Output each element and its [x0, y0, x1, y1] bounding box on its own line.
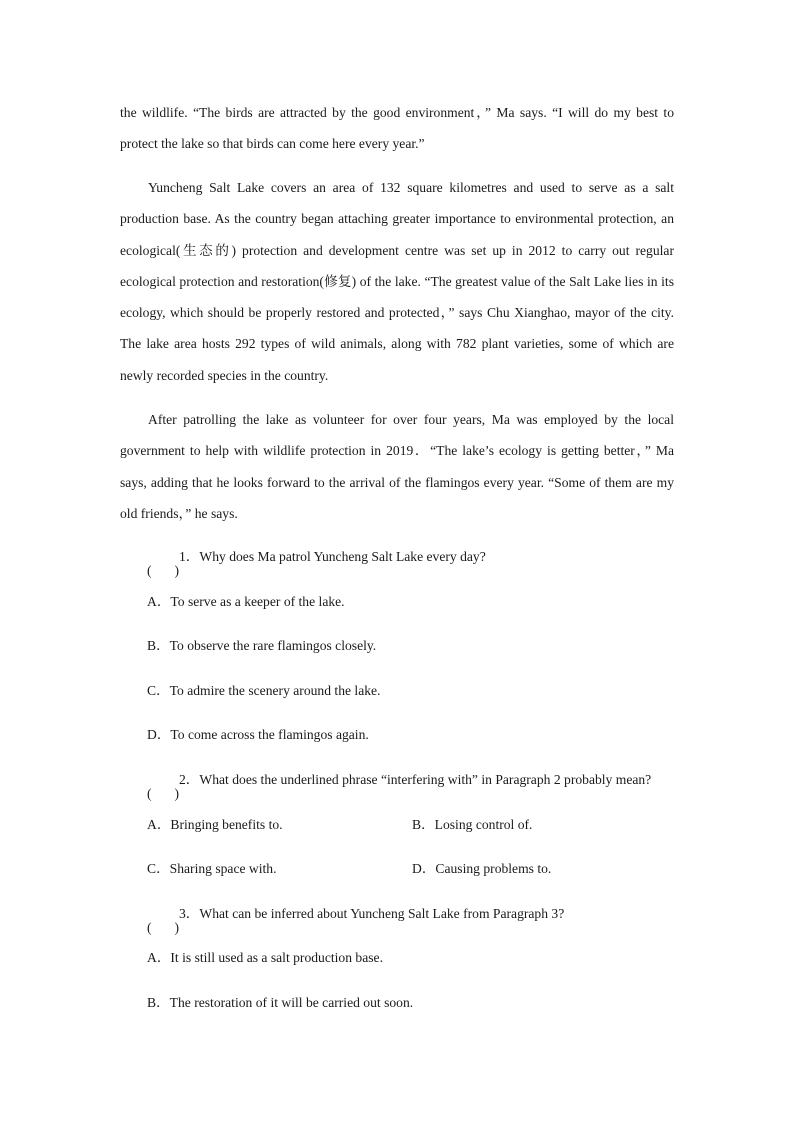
- passage-paragraph-continued: the wildlife. “The birds are attracted by the good environment，” Ma says. “I will do my best to protect the lake so that birds can come here every year.”: [120, 105, 674, 152]
- option-1d: D．To come across the flamingos again.: [147, 727, 369, 742]
- question-2: [147, 770, 651, 790]
- option-2a: A．Bringing benefits to.: [147, 817, 283, 832]
- option-2c: C．Sharing space with.: [147, 861, 277, 876]
- passage-paragraph-volunteer: After patrolling the lake as volunteer for over four years, Ma was employed by the local government to help with wildlife protection in 2019．“The lake’s ecology is getting better，” Ma says, adding that he looks forward to the arrival of the flamingos every year. “Some of them are my old friends，” he says.: [120, 412, 674, 521]
- passage-paragraph-salt-lake: Yuncheng Salt Lake covers an area of 132 square kilometres and used to serve as a salt production base. As the country began attaching greater importance to environmental protection, an ecological(生态的) protection and development centre was set up in 2012 to carry out regular ecological protection and restoration(修复) of the lake. “The greatest value of the Salt Lake lies in its ecology, which should be properly restored and protected，” says Chu Xianghao, mayor of the city. The lake area hosts 292 types of wild animals, along with 782 plant varieties, some of which are newly recorded species in the country.: [120, 180, 674, 383]
- option-3a: A．It is still used as a salt production base.: [147, 950, 383, 965]
- question-stem: 1．Why does Ma patrol Yuncheng Salt Lake every day?: [179, 549, 486, 564]
- option-1b: B．To observe the rare flamingos closely.: [147, 638, 377, 653]
- option-1c: C．To admire the scenery around the lake.: [147, 683, 381, 698]
- option-1a: A．To serve as a keeper of the lake.: [147, 594, 345, 609]
- question-3: [147, 904, 564, 924]
- option-2b: B．Losing control of.: [412, 817, 533, 832]
- option-2d: D．Causing problems to.: [412, 861, 552, 876]
- question-stem: 2．What does the underlined phrase “interfering with” in Paragraph 2 probably mean?: [179, 772, 652, 787]
- question-1: [147, 547, 486, 567]
- option-3b: B．The restoration of it will be carried out soon.: [147, 995, 414, 1010]
- question-stem: 3．What can be inferred about Yuncheng Salt Lake from Paragraph 3?: [179, 906, 565, 921]
